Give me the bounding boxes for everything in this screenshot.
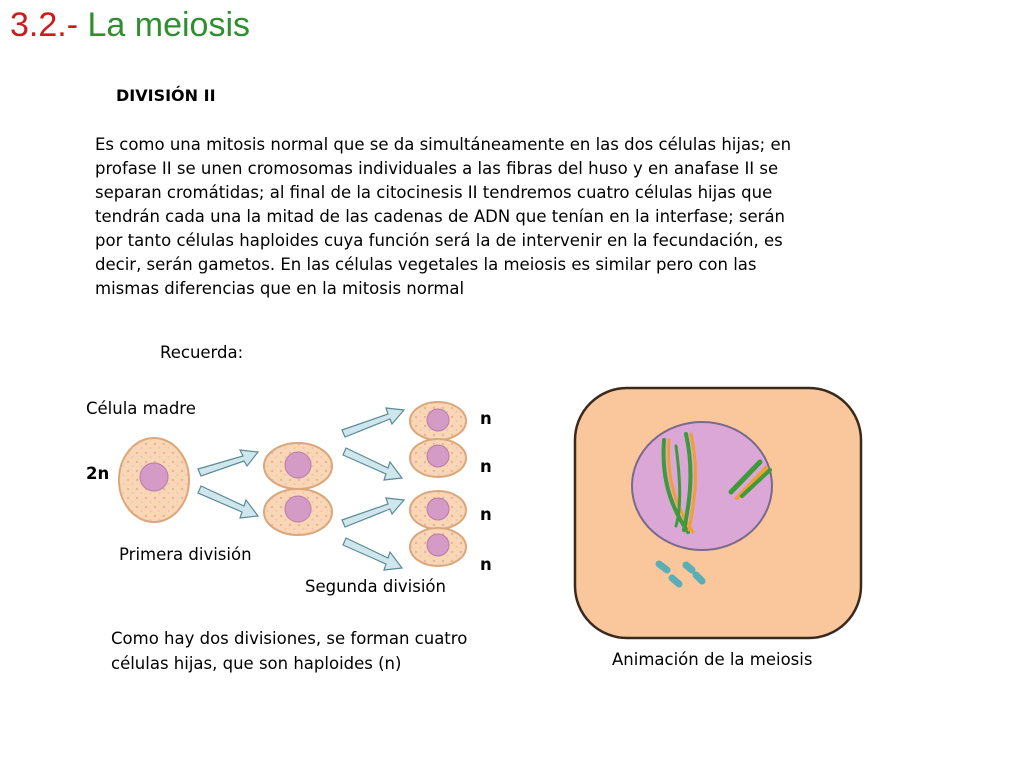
nucleus-icon [140,463,168,491]
daughter-cell-icon [264,489,332,535]
ploidy-n-label: n [480,409,492,428]
title-text: La meiosis [87,6,251,44]
summary-line: Como hay dos divisiones, se forman cuatro [111,629,468,648]
mother-cell-icon [119,438,189,522]
paragraph-line: separan cromátidas; al final de la citocinesis II tendremos cuatro células hijas que [95,183,773,202]
paragraph-line: mismas diferencias que en la mitosis normal [95,279,465,298]
paragraph-line: profase II se unen cromosomas individuales a las fibras del huso y en anafase II se [95,159,779,178]
ploidy-2n-label: 2n [86,464,110,483]
paragraph-line: tendrán cada una la mitad de las cadenas de ADN que tenían en la interfase; serán [95,207,786,226]
arrow-right-icon [343,448,402,480]
arrow-right-icon [342,498,404,527]
summary-text [111,626,467,676]
haploid-cell-icon [410,528,466,566]
title-number: 3.2.- [10,6,79,44]
paragraph-line: decir, serán gametos. En las células vegetales la meiosis es similar pero con las [95,255,757,274]
ploidy-n-label: n [480,555,492,574]
recuerda-label: Recuerda: [160,343,244,362]
animation-caption[interactable]: Animación de la meiosis [612,650,813,669]
paragraph-line: Es como una mitosis normal que se da simultáneamente en las dos células hijas; en [95,135,792,154]
animation-cell-icon [575,388,861,638]
ploidy-n-label: n [480,457,492,476]
arrow-right-icon [343,538,402,570]
section-heading: DIVISIÓN II [116,86,216,105]
first-division-label: Primera división [119,545,252,564]
arrow-right-icon [198,486,258,518]
mother-cell-label: Célula madre [86,399,196,418]
haploid-cell-icon [410,439,466,477]
second-division-label: Segunda división [305,577,446,596]
paragraph-line: por tanto células haploides cuya función será la de intervenir en la fecundación, es [95,231,783,250]
ploidy-n-label: n [480,505,492,524]
summary-line: células hijas, que son haploides (n) [111,654,402,673]
haploid-cell-icon [410,491,466,529]
daughter-cell-icon [264,443,332,489]
arrow-right-icon [342,408,404,437]
haploid-cell-icon [410,402,466,440]
arrow-right-icon [198,450,258,476]
